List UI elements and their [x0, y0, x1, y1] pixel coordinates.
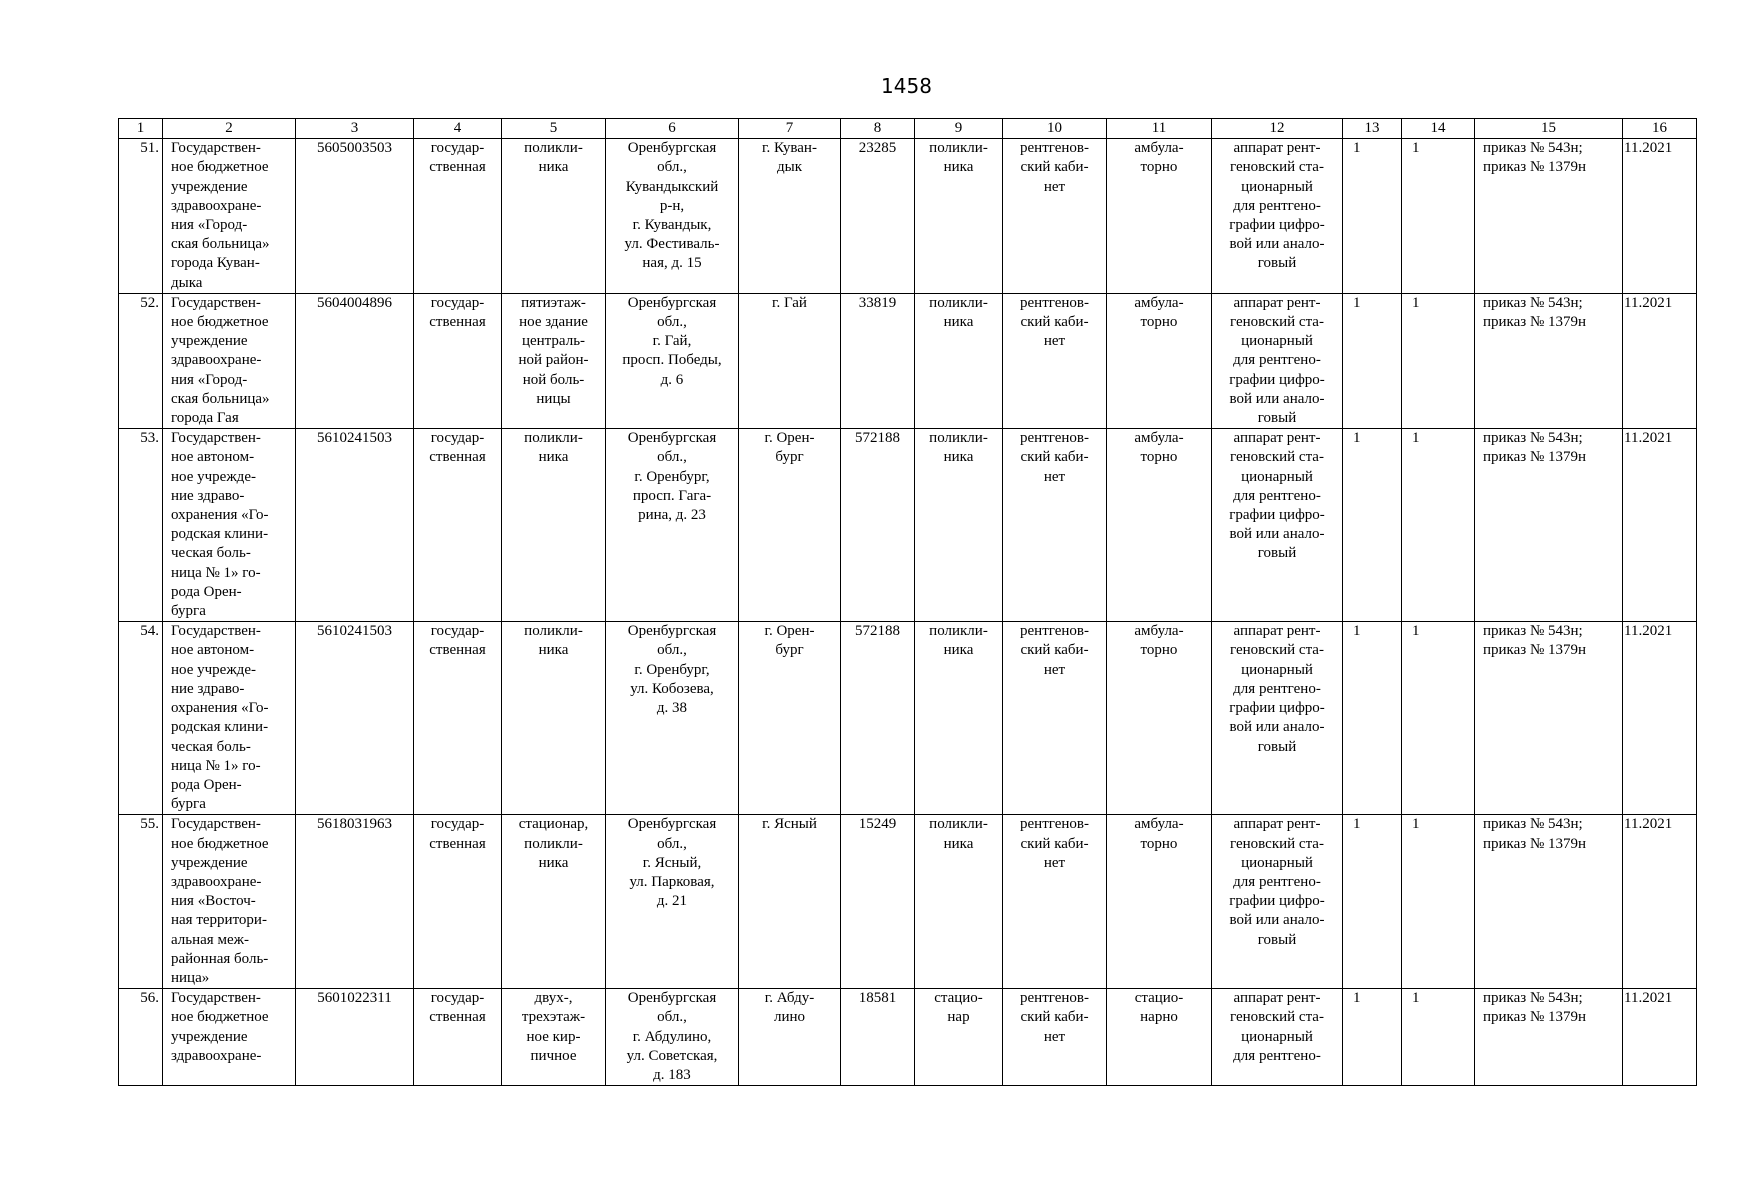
- quantity-14-cell: 1: [1402, 139, 1475, 294]
- organization-name-cell: Государствен- ное бюджетное учреждение здравоохране- ния «Город- ская больница» города Гая: [163, 293, 296, 428]
- care-mode-cell: амбула- торно: [1107, 815, 1212, 989]
- header-cell: 7: [739, 119, 841, 139]
- city-cell: г. Гай: [739, 293, 841, 428]
- building-type-cell: поликли- ника: [502, 622, 606, 815]
- city-cell: г. Орен- бург: [739, 429, 841, 622]
- header-cell: 4: [414, 119, 502, 139]
- address-cell: Оренбургская обл., г. Гай, просп. Победы, д. 6: [606, 293, 739, 428]
- facility-type-cell: поликли- ника: [915, 139, 1003, 294]
- row-number-cell: 51.: [119, 139, 163, 294]
- equipment-cell: аппарат рент- геновский ста- ционарный для рентгено- графии цифро- вой или анало- говый: [1212, 429, 1343, 622]
- quantity-14-cell: 1: [1402, 815, 1475, 989]
- population-cell: 15249: [841, 815, 915, 989]
- organization-name-cell: Государствен- ное бюджетное учреждение здравоохране- ния «Город- ская больница» города Куван- дыка: [163, 139, 296, 294]
- address-cell: Оренбургская обл., г. Абдулино, ул. Советская, д. 183: [606, 989, 739, 1086]
- table-row: [119, 989, 1697, 1086]
- facility-type-cell: поликли- ника: [915, 622, 1003, 815]
- equipment-cell: аппарат рент- геновский ста- ционарный для рентгено-: [1212, 989, 1343, 1086]
- care-mode-cell: амбула- торно: [1107, 622, 1212, 815]
- ownership-form-cell: государ- ственная: [414, 815, 502, 989]
- organization-name-cell: Государствен- ное бюджетное учреждение здравоохране- ния «Восточ- ная территори- альная меж- районная боль- ница»: [163, 815, 296, 989]
- address-cell: Оренбургская обл., г. Ясный, ул. Парковая, д. 21: [606, 815, 739, 989]
- organization-name-cell: Государствен- ное автоном- ное учрежде- ние здраво- охранения «Го- родская клини- ческая боль- ница № 1» го- рода Орен- бурга: [163, 429, 296, 622]
- header-cell: 9: [915, 119, 1003, 139]
- row-number-cell: 52.: [119, 293, 163, 428]
- organization-name-cell: Государствен- ное автоном- ное учрежде- ние здраво- охранения «Го- родская клини- ческая боль- ница № 1» го- рода Орен- бурга: [163, 622, 296, 815]
- building-type-cell: двух-, трехэтаж- ное кир- пичное: [502, 989, 606, 1086]
- unit-name-cell: рентгенов- ский каби- нет: [1003, 989, 1107, 1086]
- equipment-cell: аппарат рент- геновский ста- ционарный для рентгено- графии цифро- вой или анало- говый: [1212, 815, 1343, 989]
- table-row: [119, 429, 1697, 622]
- table-row: [119, 139, 1697, 294]
- header-cell: 6: [606, 119, 739, 139]
- ownership-form-cell: государ- ственная: [414, 429, 502, 622]
- quantity-13-cell: 1: [1343, 139, 1402, 294]
- city-cell: г. Орен- бург: [739, 622, 841, 815]
- facility-type-cell: стацио- нар: [915, 989, 1003, 1086]
- header-cell: 8: [841, 119, 915, 139]
- header-cell: 13: [1343, 119, 1402, 139]
- table-row: [119, 815, 1697, 989]
- header-cell: 12: [1212, 119, 1343, 139]
- registry-table: [118, 118, 1697, 1086]
- date-cell: 11.2021: [1623, 293, 1697, 428]
- date-cell: 11.2021: [1623, 815, 1697, 989]
- unit-name-cell: рентгенов- ский каби- нет: [1003, 139, 1107, 294]
- header-cell: 2: [163, 119, 296, 139]
- quantity-14-cell: 1: [1402, 293, 1475, 428]
- header-cell: 5: [502, 119, 606, 139]
- inn-cell: 5618031963: [296, 815, 414, 989]
- table-row: [119, 293, 1697, 428]
- inn-cell: 5610241503: [296, 622, 414, 815]
- quantity-13-cell: 1: [1343, 815, 1402, 989]
- quantity-13-cell: 1: [1343, 622, 1402, 815]
- date-cell: 11.2021: [1623, 429, 1697, 622]
- facility-type-cell: поликли- ника: [915, 293, 1003, 428]
- orders-cell: приказ № 543н; приказ № 1379н: [1475, 139, 1623, 294]
- care-mode-cell: амбула- торно: [1107, 293, 1212, 428]
- date-cell: 11.2021: [1623, 139, 1697, 294]
- inn-cell: 5604004896: [296, 293, 414, 428]
- header-cell: 16: [1623, 119, 1697, 139]
- building-type-cell: поликли- ника: [502, 139, 606, 294]
- population-cell: 18581: [841, 989, 915, 1086]
- population-cell: 23285: [841, 139, 915, 294]
- table-row: [119, 622, 1697, 815]
- quantity-14-cell: 1: [1402, 429, 1475, 622]
- ownership-form-cell: государ- ственная: [414, 622, 502, 815]
- care-mode-cell: амбула- торно: [1107, 429, 1212, 622]
- equipment-cell: аппарат рент- геновский ста- ционарный для рентгено- графии цифро- вой или анало- говый: [1212, 622, 1343, 815]
- quantity-13-cell: 1: [1343, 293, 1402, 428]
- city-cell: г. Куван- дык: [739, 139, 841, 294]
- row-number-cell: 56.: [119, 989, 163, 1086]
- orders-cell: приказ № 543н; приказ № 1379н: [1475, 622, 1623, 815]
- equipment-cell: аппарат рент- геновский ста- ционарный для рентгено- графии цифро- вой или анало- говый: [1212, 293, 1343, 428]
- address-cell: Оренбургская обл., г. Оренбург, просп. Гага- рина, д. 23: [606, 429, 739, 622]
- organization-name-cell: Государствен- ное бюджетное учреждение здравоохране-: [163, 989, 296, 1086]
- orders-cell: приказ № 543н; приказ № 1379н: [1475, 429, 1623, 622]
- unit-name-cell: рентгенов- ский каби- нет: [1003, 622, 1107, 815]
- building-type-cell: стационар, поликли- ника: [502, 815, 606, 989]
- orders-cell: приказ № 543н; приказ № 1379н: [1475, 293, 1623, 428]
- inn-cell: 5601022311: [296, 989, 414, 1086]
- table-header-row: [119, 119, 1697, 139]
- care-mode-cell: стацио- нарно: [1107, 989, 1212, 1086]
- population-cell: 572188: [841, 622, 915, 815]
- date-cell: 11.2021: [1623, 989, 1697, 1086]
- row-number-cell: 55.: [119, 815, 163, 989]
- quantity-14-cell: 1: [1402, 989, 1475, 1086]
- header-cell: 11: [1107, 119, 1212, 139]
- orders-cell: приказ № 543н; приказ № 1379н: [1475, 815, 1623, 989]
- unit-name-cell: рентгенов- ский каби- нет: [1003, 293, 1107, 428]
- quantity-14-cell: 1: [1402, 622, 1475, 815]
- care-mode-cell: амбула- торно: [1107, 139, 1212, 294]
- population-cell: 33819: [841, 293, 915, 428]
- header-cell: 15: [1475, 119, 1623, 139]
- inn-cell: 5605003503: [296, 139, 414, 294]
- date-cell: 11.2021: [1623, 622, 1697, 815]
- city-cell: г. Ясный: [739, 815, 841, 989]
- building-type-cell: пятиэтаж- ное здание централь- ной район- ной боль- ницы: [502, 293, 606, 428]
- quantity-13-cell: 1: [1343, 989, 1402, 1086]
- address-cell: Оренбургская обл., г. Оренбург, ул. Кобозева, д. 38: [606, 622, 739, 815]
- orders-cell: приказ № 543н; приказ № 1379н: [1475, 989, 1623, 1086]
- header-cell: 1: [119, 119, 163, 139]
- header-cell: 14: [1402, 119, 1475, 139]
- unit-name-cell: рентгенов- ский каби- нет: [1003, 815, 1107, 989]
- equipment-cell: аппарат рент- геновский ста- ционарный для рентгено- графии цифро- вой или анало- говый: [1212, 139, 1343, 294]
- row-number-cell: 54.: [119, 622, 163, 815]
- population-cell: 572188: [841, 429, 915, 622]
- ownership-form-cell: государ- ственная: [414, 139, 502, 294]
- facility-type-cell: поликли- ника: [915, 429, 1003, 622]
- inn-cell: 5610241503: [296, 429, 414, 622]
- header-cell: 3: [296, 119, 414, 139]
- address-cell: Оренбургская обл., Кувандыкский р-н, г. Кувандык, ул. Фестиваль- ная, д. 15: [606, 139, 739, 294]
- ownership-form-cell: государ- ственная: [414, 293, 502, 428]
- unit-name-cell: рентгенов- ский каби- нет: [1003, 429, 1107, 622]
- facility-type-cell: поликли- ника: [915, 815, 1003, 989]
- ownership-form-cell: государ- ственная: [414, 989, 502, 1086]
- building-type-cell: поликли- ника: [502, 429, 606, 622]
- row-number-cell: 53.: [119, 429, 163, 622]
- page-number: 1458: [881, 74, 932, 98]
- header-cell: 10: [1003, 119, 1107, 139]
- quantity-13-cell: 1: [1343, 429, 1402, 622]
- city-cell: г. Абду- лино: [739, 989, 841, 1086]
